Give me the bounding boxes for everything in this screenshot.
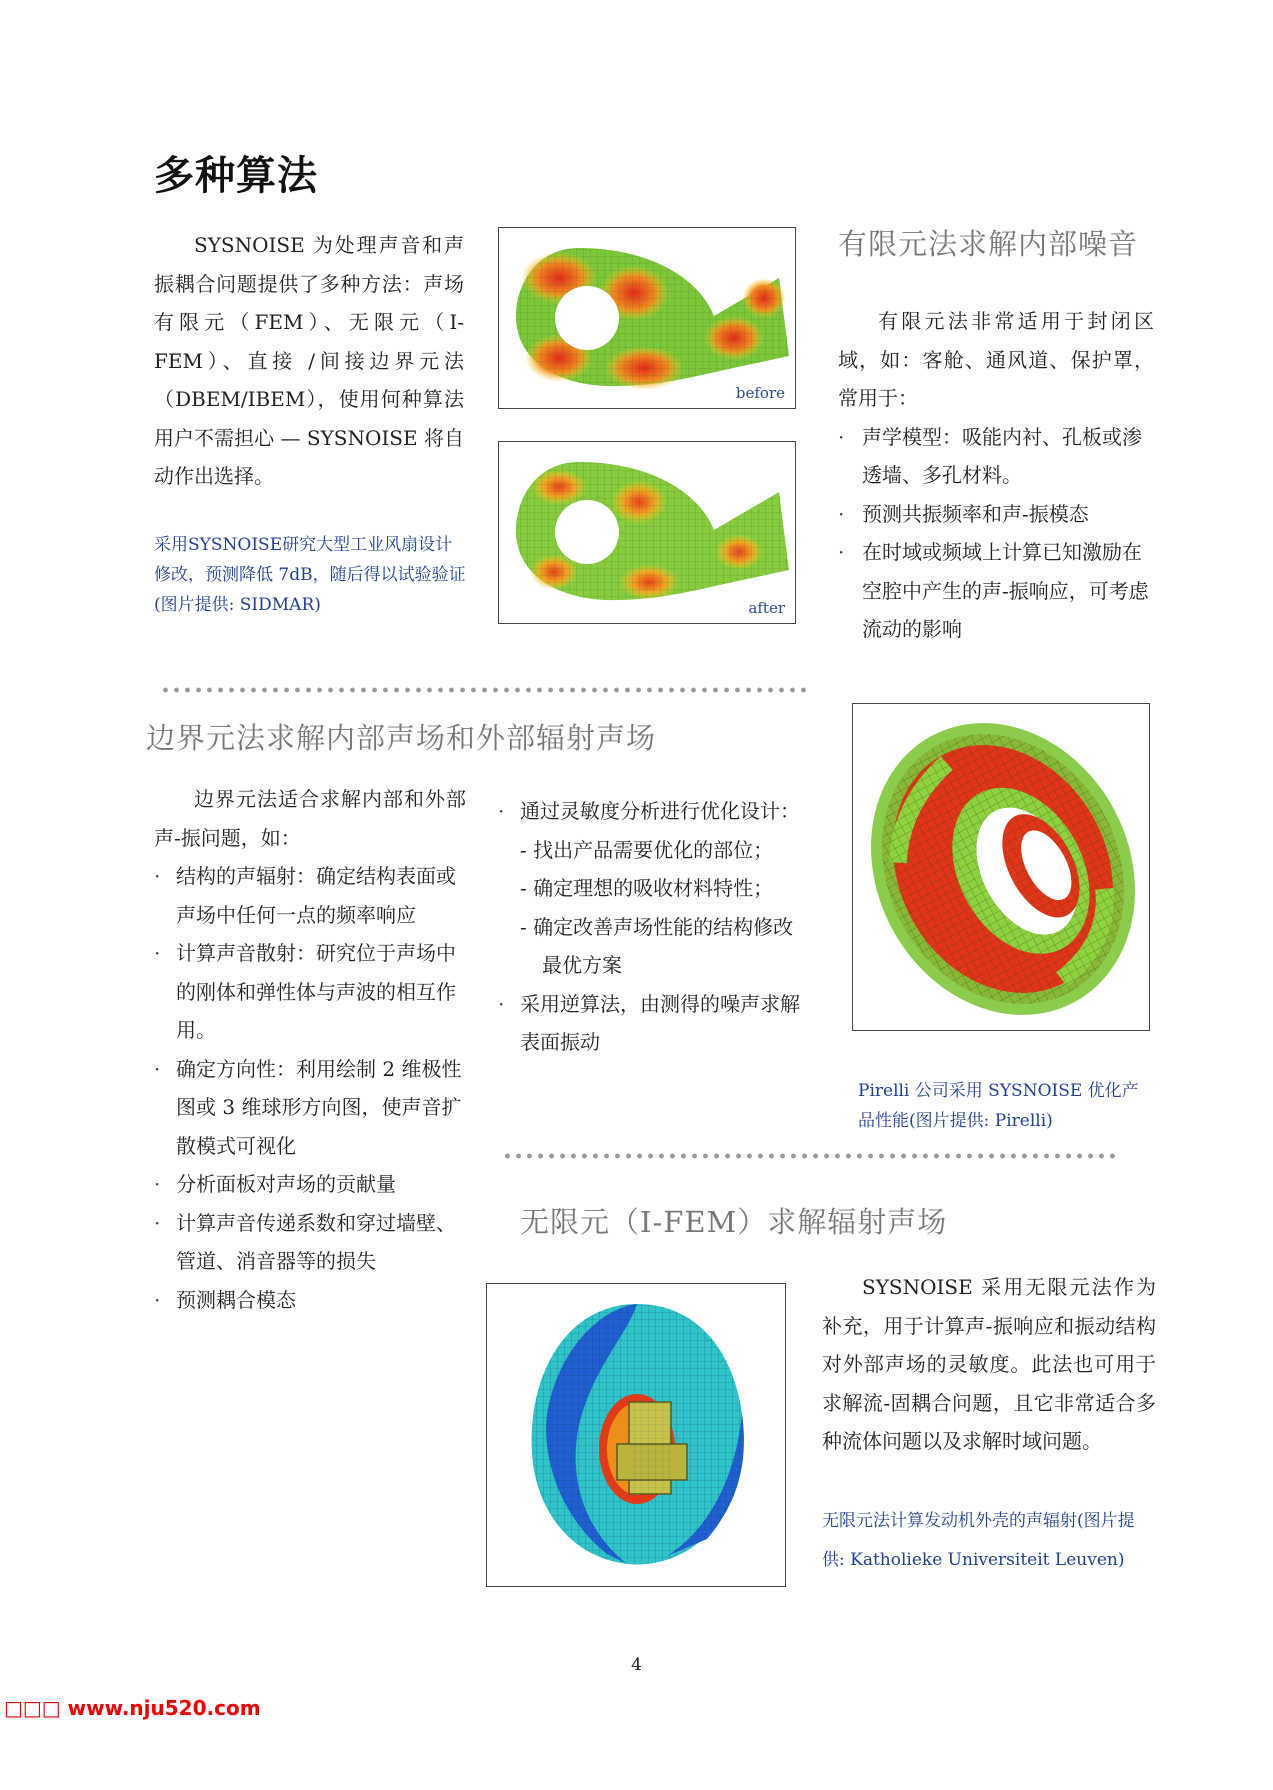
fan-before-figure [498,227,796,409]
before-label: before [735,384,785,402]
bem-text: 边界元法适合求解内部和外部声-振问题，如： [154,787,466,850]
bem-middle-column [498,792,810,1062]
fem-text: 有限元法非常适用于封闭区域，如：客舱、通风道、保护罩，常用于： [838,309,1154,410]
fem-bullet: · 声学模型：吸能内衬、孔板或渗透墙、多孔材料。 [838,418,1154,495]
ifem-body [822,1268,1156,1461]
page-number: 4 [631,1655,642,1675]
bem-left-column [154,780,466,1319]
after-label: after [748,599,785,617]
footer-url-link[interactable]: www.nju520.com [67,1696,261,1720]
fan-after-image [499,442,794,622]
engine-caption: 无限元法计算发动机外壳的声辐射(图片提供: Katholieke Universiteit Leuven) [822,1511,1135,1570]
page-title: 多种算法 [154,153,318,199]
fan-caption: 采用SYSNOISE研究大型工业风扇设计修改，预测降低 7dB，随后得以试验验证(图片提供: SIDMAR) [154,535,466,615]
engine-figure [486,1283,786,1587]
tire-caption: Pirelli 公司采用 SYSNOISE 优化产品性能(图片提供: Pirelli) [858,1081,1139,1131]
sub-item: - 确定改善声场性能的结构修改最优方案 [520,914,794,977]
bem-bullet: · 计算声音散射：研究位于声场中的刚体和弹性体与声波的相互作用。 [154,934,466,1050]
intro-paragraph [154,226,464,496]
fan-after-figure [498,441,796,624]
tire-figure [852,703,1150,1031]
sub-item: - 找出产品需要优化的部位； [520,837,774,862]
sub-item: - 确定理想的吸收材料特性； [520,876,774,900]
fem-body [838,302,1154,649]
bem-heading: 边界元法求解内部声场和外部辐射声场 [146,721,657,755]
fem-bullet: · 预测共振频率和声-振模态 [838,495,1154,534]
fem-heading: 有限元法求解内部噪音 [838,227,1139,261]
bem-bullet: · 计算声音传递系数和穿过墙壁、管道、消音器等的损失 [154,1204,466,1281]
bem-bullet-optimization: · 通过灵敏度分析进行优化设计： [498,792,810,831]
bem-bullet: · 确定方向性：利用绘制 2 维极性图或 3 维球形方向图，使声音扩散模式可视化 [154,1050,466,1166]
fan-before-image [499,228,794,407]
ifem-text: SYSNOISE 采用无限元法作为补充，用于计算声-振响应和振动结构对外部声场的灵敏度。此法也可用于求解流-固耦合问题，且它非常适合多种流体问题以及求解时域问题。 [822,1275,1156,1453]
ifem-heading: 无限元（I-FEM）求解辐射声场 [520,1205,948,1239]
footer-prefix: □□□ [4,1696,61,1720]
divider-dotted [160,687,806,693]
optimization-sublist [498,831,810,985]
intro-text: SYSNOISE 为处理声音和声振耦合问题提供了多种方法：声场有限元（FEM）、无限元（I-FEM）、直接 /间接边界元法（DBEM/IBEM），使用何种算法用户不需担心 — SYSNOISE 将自动作出选择。 [154,233,464,488]
bem-bullet: · 分析面板对声场的贡献量 [154,1165,466,1204]
bem-bullet: · 结构的声辐射：确定结构表面或声场中任何一点的频率响应 [154,857,466,934]
footer-watermark[interactable] [4,1696,261,1720]
divider-dotted [502,1153,1118,1159]
fem-bullet: · 在时域或频域上计算已知激励在空腔中产生的声-振响应，可考虑流动的影响 [838,533,1154,649]
bem-bullet: · 预测耦合模态 [154,1281,466,1320]
bem-bullet-inverse: · 采用逆算法，由测得的噪声求解表面振动 [498,985,810,1062]
tire-image [853,704,1148,1029]
engine-image [487,1284,784,1585]
